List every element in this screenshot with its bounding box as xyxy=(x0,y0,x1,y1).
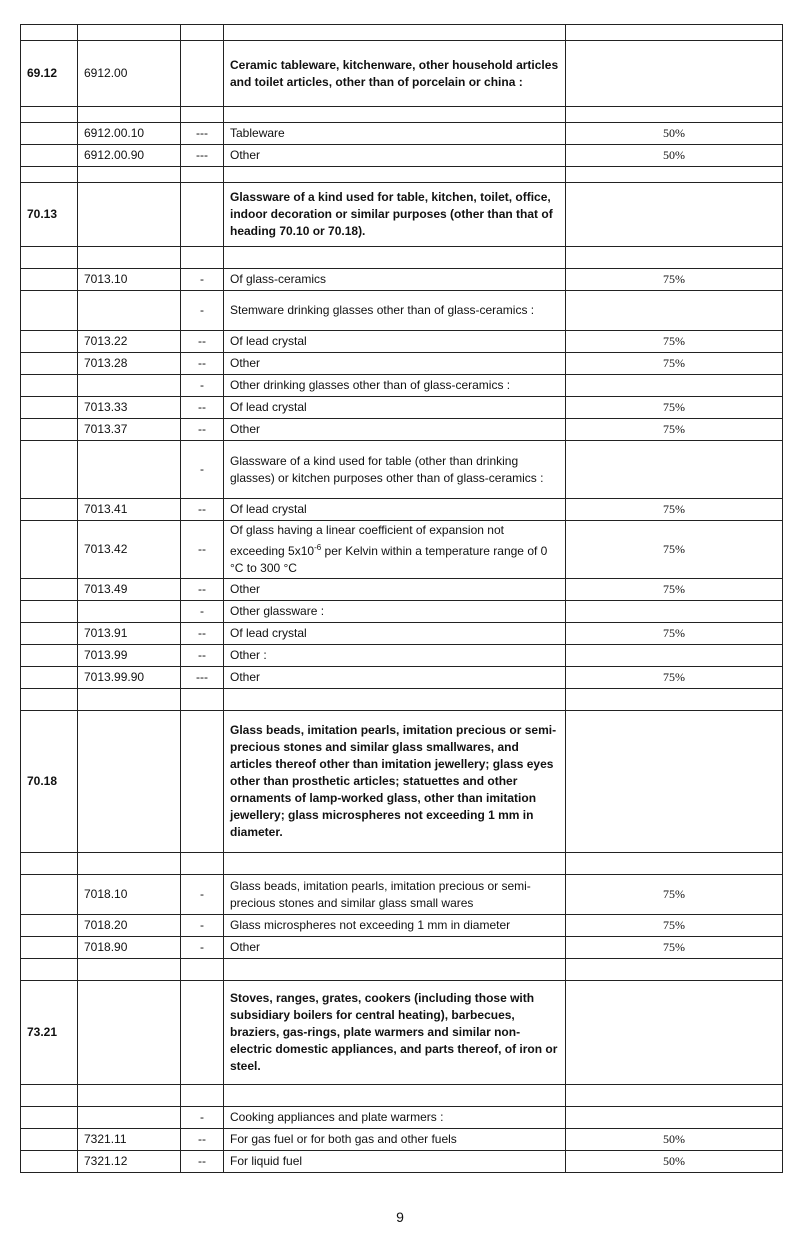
description-cell: Of lead crystal xyxy=(224,397,566,419)
table-row xyxy=(21,183,783,247)
hs-code-cell xyxy=(78,601,181,623)
description-cell: Other : xyxy=(224,645,566,667)
heading-cell xyxy=(21,521,78,579)
hs-code-cell: 7013.22 xyxy=(78,331,181,353)
description-cell: Glass microspheres not exceeding 1 mm in diameter xyxy=(224,915,566,937)
description-cell xyxy=(224,25,566,41)
hs-code-cell xyxy=(78,959,181,981)
description-cell xyxy=(224,853,566,875)
duty-rate-cell: 50% xyxy=(566,123,783,145)
level-dash-cell: - xyxy=(181,915,224,937)
duty-rate-cell xyxy=(566,25,783,41)
heading-cell xyxy=(21,441,78,499)
table-row xyxy=(21,667,783,689)
level-dash-cell xyxy=(181,959,224,981)
description-cell: Glass beads, imitation pearls, imitation precious or semi-precious stones and similar glass smallwares, and articles thereof other than imitation jewellery; glass eyes other than prosthetic articles; statuettes and other ornaments of lamp-worked glass, other than imitation jewellery; glass microspheres not exceeding 1 mm in diameter. xyxy=(224,711,566,853)
description-cell xyxy=(224,107,566,123)
table-row xyxy=(21,167,783,183)
description-cell: Of glass-ceramics xyxy=(224,269,566,291)
heading-cell: 69.12 xyxy=(21,41,78,107)
heading-cell xyxy=(21,1129,78,1151)
description-cell: Other xyxy=(224,419,566,441)
description-cell xyxy=(224,521,566,579)
description-cell: Glassware of a kind used for table, kitchen, toilet, office, indoor decoration or similar purposes (other than that of heading 70.10 or 70.18). xyxy=(224,183,566,247)
duty-rate-cell: 50% xyxy=(566,1151,783,1173)
duty-rate-cell xyxy=(566,441,783,499)
table-row xyxy=(21,123,783,145)
page-number: 9 xyxy=(396,1209,404,1225)
level-dash-cell: - xyxy=(181,441,224,499)
hs-code-cell xyxy=(78,689,181,711)
level-dash-cell: - xyxy=(181,875,224,915)
duty-rate-cell xyxy=(566,167,783,183)
table-row xyxy=(21,875,783,915)
description-cell: Other glassware : xyxy=(224,601,566,623)
heading-cell xyxy=(21,1151,78,1173)
duty-rate-cell: 75% xyxy=(566,937,783,959)
duty-rate-cell xyxy=(566,183,783,247)
heading-cell xyxy=(21,145,78,167)
hs-code-cell xyxy=(78,981,181,1085)
level-dash-cell xyxy=(181,711,224,853)
description-cell: Other xyxy=(224,667,566,689)
hs-code-cell: 7321.11 xyxy=(78,1129,181,1151)
hs-code-cell xyxy=(78,711,181,853)
level-dash-cell: -- xyxy=(181,331,224,353)
level-dash-cell: -- xyxy=(181,397,224,419)
table-row xyxy=(21,601,783,623)
level-dash-cell: -- xyxy=(181,419,224,441)
hs-code-cell: 7013.42 xyxy=(78,521,181,579)
level-dash-cell: - xyxy=(181,269,224,291)
heading-cell xyxy=(21,875,78,915)
duty-rate-cell xyxy=(566,1085,783,1107)
description-text: Of glass having a linear coefficient of expansion not exceeding 5x10 xyxy=(230,523,504,558)
heading-cell xyxy=(21,353,78,375)
duty-rate-cell xyxy=(566,107,783,123)
hs-code-cell: 7018.20 xyxy=(78,915,181,937)
duty-rate-cell: 75% xyxy=(566,397,783,419)
tariff-table-body xyxy=(21,25,783,1173)
heading-cell xyxy=(21,419,78,441)
description-cell: Other xyxy=(224,937,566,959)
hs-code-cell xyxy=(78,441,181,499)
duty-rate-cell xyxy=(566,601,783,623)
hs-code-cell: 7013.49 xyxy=(78,579,181,601)
heading-cell xyxy=(21,579,78,601)
heading-cell xyxy=(21,123,78,145)
table-row xyxy=(21,689,783,711)
duty-rate-cell: 75% xyxy=(566,353,783,375)
table-row xyxy=(21,1151,783,1173)
duty-rate-cell xyxy=(566,689,783,711)
hs-code-cell: 7018.10 xyxy=(78,875,181,915)
level-dash-cell: --- xyxy=(181,145,224,167)
hs-code-cell xyxy=(78,1107,181,1129)
hs-code-cell: 7013.99 xyxy=(78,645,181,667)
level-dash-cell xyxy=(181,1085,224,1107)
heading-cell: 70.13 xyxy=(21,183,78,247)
heading-cell xyxy=(21,915,78,937)
heading-cell xyxy=(21,375,78,397)
duty-rate-cell: 50% xyxy=(566,1129,783,1151)
duty-rate-cell xyxy=(566,959,783,981)
duty-rate-cell: 75% xyxy=(566,667,783,689)
hs-code-cell xyxy=(78,167,181,183)
level-dash-cell: - xyxy=(181,937,224,959)
hs-code-cell: 6912.00.90 xyxy=(78,145,181,167)
duty-rate-cell: 75% xyxy=(566,875,783,915)
hs-code-cell: 7013.28 xyxy=(78,353,181,375)
duty-rate-cell xyxy=(566,1107,783,1129)
table-row xyxy=(21,915,783,937)
description-cell: Stemware drinking glasses other than of glass-ceramics : xyxy=(224,291,566,331)
description-cell xyxy=(224,959,566,981)
description-cell: Other drinking glasses other than of glass-ceramics : xyxy=(224,375,566,397)
duty-rate-cell: 75% xyxy=(566,915,783,937)
level-dash-cell: -- xyxy=(181,623,224,645)
table-row xyxy=(21,645,783,667)
description-cell xyxy=(224,247,566,269)
table-row xyxy=(21,41,783,107)
hs-code-cell xyxy=(78,247,181,269)
level-dash-cell: - xyxy=(181,1107,224,1129)
duty-rate-cell: 75% xyxy=(566,623,783,645)
heading-cell xyxy=(21,601,78,623)
level-dash-cell xyxy=(181,41,224,107)
hs-code-cell xyxy=(78,375,181,397)
level-dash-cell: -- xyxy=(181,353,224,375)
level-dash-cell: -- xyxy=(181,645,224,667)
table-row xyxy=(21,959,783,981)
heading-cell xyxy=(21,1085,78,1107)
duty-rate-cell: 75% xyxy=(566,579,783,601)
description-cell: Tableware xyxy=(224,123,566,145)
table-row xyxy=(21,1085,783,1107)
level-dash-cell: -- xyxy=(181,499,224,521)
table-row xyxy=(21,353,783,375)
heading-cell xyxy=(21,291,78,331)
level-dash-cell: - xyxy=(181,375,224,397)
table-row xyxy=(21,397,783,419)
level-dash-cell: -- xyxy=(181,1151,224,1173)
duty-rate-cell xyxy=(566,645,783,667)
table-row xyxy=(21,937,783,959)
heading-cell xyxy=(21,167,78,183)
heading-cell xyxy=(21,397,78,419)
table-row xyxy=(21,521,783,579)
level-dash-cell: -- xyxy=(181,1129,224,1151)
duty-rate-cell xyxy=(566,981,783,1085)
duty-rate-cell: 75% xyxy=(566,499,783,521)
level-dash-cell xyxy=(181,689,224,711)
heading-cell: 70.18 xyxy=(21,711,78,853)
heading-cell xyxy=(21,331,78,353)
hs-code-cell: 7013.10 xyxy=(78,269,181,291)
duty-rate-cell: 75% xyxy=(566,419,783,441)
duty-rate-cell: 75% xyxy=(566,269,783,291)
table-row xyxy=(21,291,783,331)
duty-rate-cell xyxy=(566,291,783,331)
table-row xyxy=(21,1107,783,1129)
description-cell xyxy=(224,689,566,711)
level-dash-cell: - xyxy=(181,601,224,623)
heading-cell xyxy=(21,645,78,667)
hs-code-cell: 7321.12 xyxy=(78,1151,181,1173)
description-cell: Cooking appliances and plate warmers : xyxy=(224,1107,566,1129)
table-row xyxy=(21,441,783,499)
hs-code-cell xyxy=(78,25,181,41)
description-cell: Of lead crystal xyxy=(224,331,566,353)
duty-rate-cell: 75% xyxy=(566,331,783,353)
table-row xyxy=(21,331,783,353)
level-dash-cell: --- xyxy=(181,667,224,689)
table-row xyxy=(21,419,783,441)
table-row xyxy=(21,711,783,853)
hs-code-cell xyxy=(78,291,181,331)
hs-code-cell xyxy=(78,183,181,247)
duty-rate-cell xyxy=(566,711,783,853)
duty-rate-cell xyxy=(566,375,783,397)
heading-cell xyxy=(21,689,78,711)
table-row xyxy=(21,853,783,875)
heading-cell xyxy=(21,499,78,521)
table-row xyxy=(21,269,783,291)
table-row xyxy=(21,579,783,601)
heading-cell xyxy=(21,623,78,645)
level-dash-cell xyxy=(181,25,224,41)
heading-cell xyxy=(21,853,78,875)
hs-code-cell: 7013.91 xyxy=(78,623,181,645)
hs-code-cell: 6912.00 xyxy=(78,41,181,107)
hs-code-cell: 7013.37 xyxy=(78,419,181,441)
table-row xyxy=(21,107,783,123)
heading-cell xyxy=(21,107,78,123)
table-row xyxy=(21,145,783,167)
description-cell: For gas fuel or for both gas and other fuels xyxy=(224,1129,566,1151)
hs-code-cell xyxy=(78,853,181,875)
level-dash-cell xyxy=(181,167,224,183)
heading-cell xyxy=(21,247,78,269)
heading-cell: 73.21 xyxy=(21,981,78,1085)
duty-rate-cell: 50% xyxy=(566,145,783,167)
hs-code-cell xyxy=(78,107,181,123)
level-dash-cell xyxy=(181,107,224,123)
tariff-table xyxy=(20,24,783,1173)
table-row xyxy=(21,1129,783,1151)
description-superscript: -6 xyxy=(314,543,322,552)
table-row xyxy=(21,499,783,521)
table-row xyxy=(21,981,783,1085)
level-dash-cell: -- xyxy=(181,521,224,579)
heading-cell xyxy=(21,959,78,981)
description-text-continued: per Kelvin within a temperature range of 0 °C to 300 °C xyxy=(230,544,548,575)
duty-rate-cell xyxy=(566,41,783,107)
hs-code-cell xyxy=(78,1085,181,1107)
description-cell: Other xyxy=(224,145,566,167)
heading-cell xyxy=(21,25,78,41)
description-cell: Other xyxy=(224,353,566,375)
table-row xyxy=(21,25,783,41)
description-cell: Stoves, ranges, grates, cookers (including those with subsidiary boilers for central heating), barbecues, braziers, gas-rings, plate warmers and similar non-electric domestic appliances, and parts thereof, of iron or steel. xyxy=(224,981,566,1085)
table-row xyxy=(21,247,783,269)
hs-code-cell: 7013.33 xyxy=(78,397,181,419)
duty-rate-cell: 75% xyxy=(566,521,783,579)
level-dash-cell: --- xyxy=(181,123,224,145)
hs-code-cell: 7018.90 xyxy=(78,937,181,959)
heading-cell xyxy=(21,937,78,959)
level-dash-cell xyxy=(181,981,224,1085)
hs-code-cell: 6912.00.10 xyxy=(78,123,181,145)
duty-rate-cell xyxy=(566,853,783,875)
level-dash-cell: - xyxy=(181,291,224,331)
level-dash-cell xyxy=(181,183,224,247)
description-cell: For liquid fuel xyxy=(224,1151,566,1173)
heading-cell xyxy=(21,667,78,689)
table-row xyxy=(21,375,783,397)
level-dash-cell xyxy=(181,247,224,269)
hs-code-cell: 7013.41 xyxy=(78,499,181,521)
description-cell: Of lead crystal xyxy=(224,499,566,521)
description-cell xyxy=(224,1085,566,1107)
level-dash-cell xyxy=(181,853,224,875)
hs-code-cell: 7013.99.90 xyxy=(78,667,181,689)
heading-cell xyxy=(21,1107,78,1129)
table-row xyxy=(21,623,783,645)
description-cell: Of lead crystal xyxy=(224,623,566,645)
description-cell: Other xyxy=(224,579,566,601)
description-cell: Ceramic tableware, kitchenware, other household articles and toilet articles, other than of porcelain or china : xyxy=(224,41,566,107)
duty-rate-cell xyxy=(566,247,783,269)
level-dash-cell: -- xyxy=(181,579,224,601)
heading-cell xyxy=(21,269,78,291)
description-cell: Glassware of a kind used for table (other than drinking glasses) or kitchen purposes other than of glass-ceramics : xyxy=(224,441,566,499)
description-cell xyxy=(224,167,566,183)
description-cell: Glass beads, imitation pearls, imitation precious or semi-precious stones and similar glass small wares xyxy=(224,875,566,915)
